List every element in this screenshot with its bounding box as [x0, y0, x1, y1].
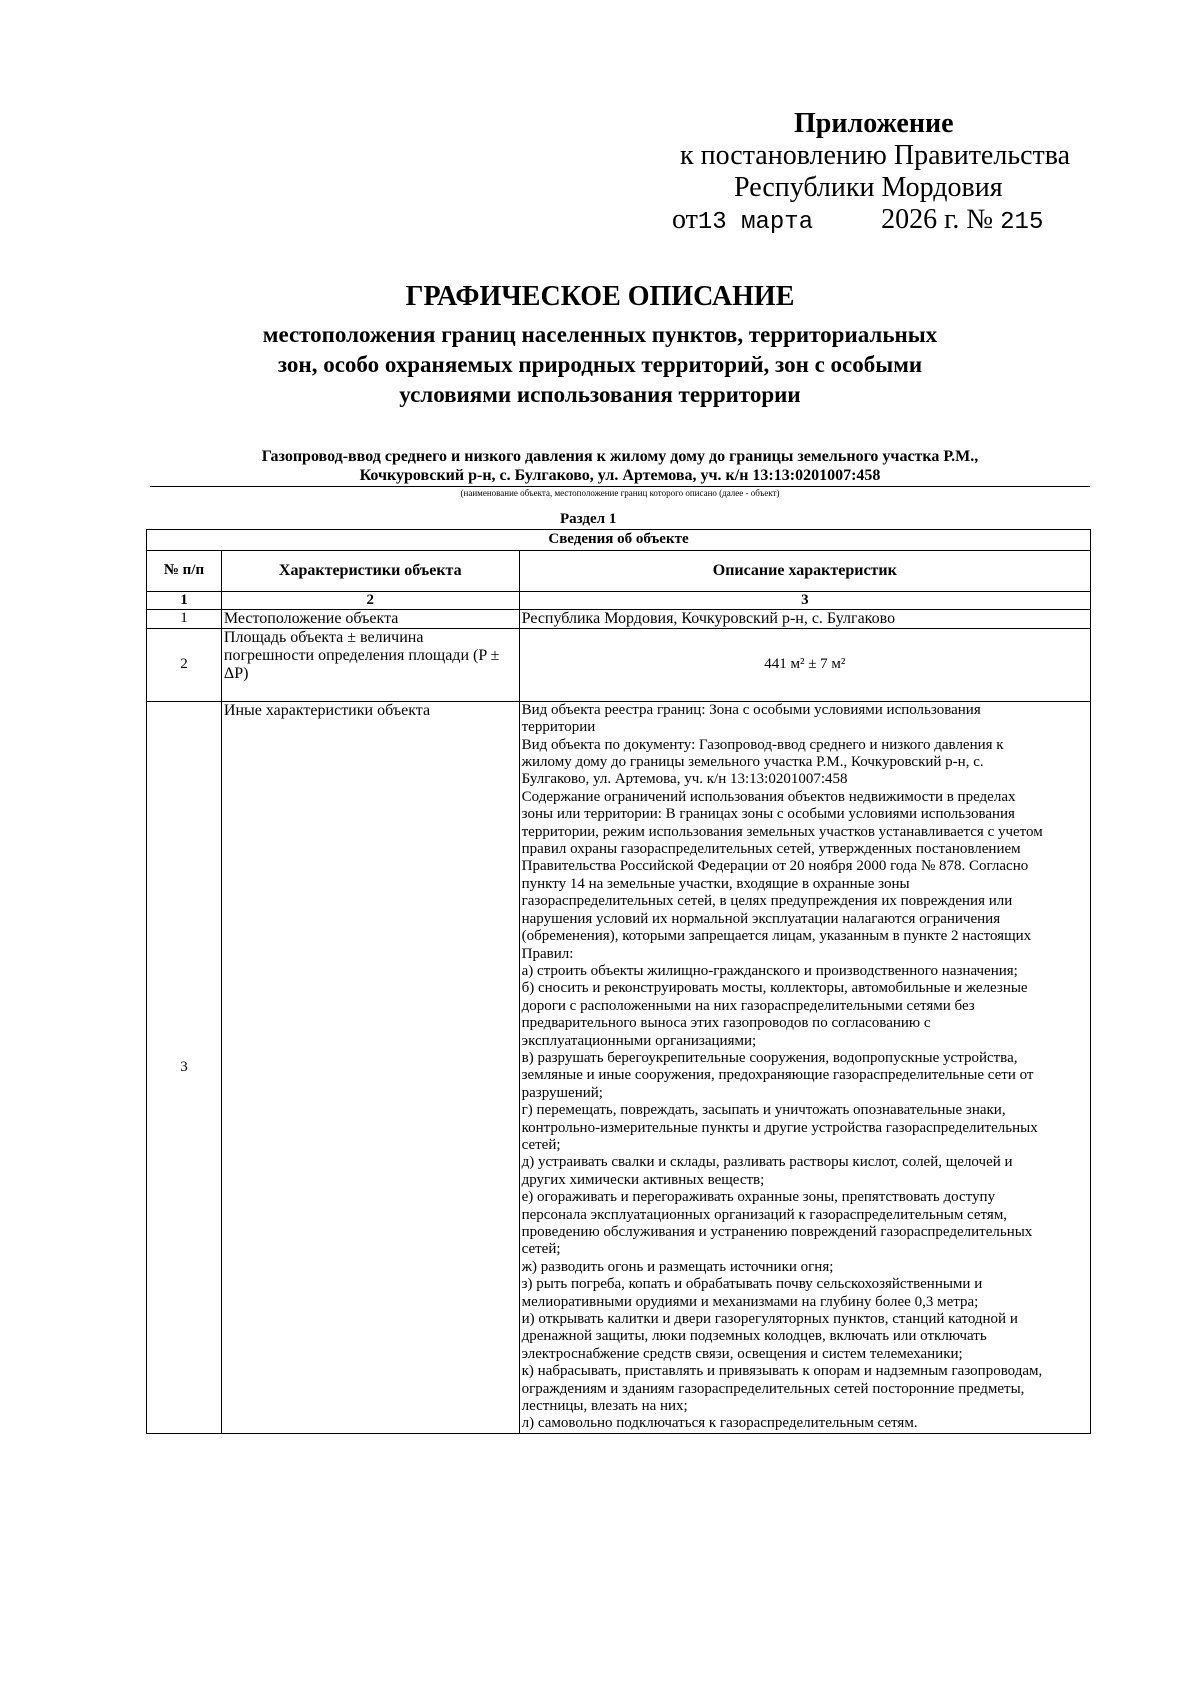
- header-number: № п/п: [147, 551, 222, 592]
- row-characteristic: Местоположение объекта: [221, 610, 519, 628]
- text-line: дороги с расположенными на них газораспределительными сетями без: [521, 997, 975, 1014]
- text-line: нарушения условий их нормальной эксплуатации налагаются ограничения: [521, 910, 1001, 927]
- column-number: 1: [147, 592, 222, 610]
- table-row: [147, 610, 1091, 628]
- row-characteristic: Иные характеристики объекта: [221, 701, 519, 1433]
- appendix-line-1: к постановлению Правительства: [680, 140, 1071, 171]
- text-line: персонала эксплуатационных организаций к газораспределительным сетям,: [521, 1206, 1008, 1223]
- text-line: предварительного выноса этих газопроводов по согласованию с: [521, 1015, 931, 1032]
- row-characteristic: Площадь объекта ± величина погрешности определения площади (P ± ΔP): [221, 628, 519, 701]
- text-line: Вид объекта реестра границ: Зона с особыми условиями использования: [521, 701, 981, 718]
- text-line: Булгаково, ул. Артемова, уч. к/н 13:13:0201007:458: [521, 771, 848, 788]
- text-line: сетей;: [521, 1136, 561, 1153]
- row-number: 3: [147, 701, 222, 1433]
- row-value: 441 м² ± 7 м²: [519, 628, 1090, 701]
- text-line: жилому дому до границы земельного участка Р.М., Кочкуровский р-н, с.: [521, 754, 984, 771]
- column-number: 2: [221, 592, 519, 610]
- object-caption: (наименование объекта, местоположение границ которого описано (далее - объект): [460, 488, 780, 498]
- text-line: Вид объекта по документу: Газопровод-ввод среднего и низкого давления к: [521, 736, 1004, 753]
- decree-number: 215: [1000, 209, 1044, 236]
- text-line: лестницы, влезать на них;: [521, 1398, 688, 1415]
- table-row: [147, 628, 1091, 701]
- document-title: ГРАФИЧЕСКОЕ ОПИСАНИЕ: [405, 281, 795, 312]
- column-number: 3: [519, 592, 1090, 610]
- text-line: г) перемещать, повреждать, засыпать и уничтожать опознавательные знаки,: [521, 1102, 1006, 1119]
- object-line-1: Газопровод-ввод среднего и низкого давления к жилому дому до границы земельного участка Р.М.,: [261, 448, 979, 465]
- appendix-title: Приложение: [794, 108, 954, 139]
- table-header-row: [147, 551, 1091, 592]
- subtitle-line-2: зон, особо охраняемых природных территорий, зон с особыми: [277, 352, 923, 377]
- approval-stamp: [672, 108, 1092, 239]
- text-line: территории, режим использования земельных участков устанавливается с учетом: [521, 823, 1043, 840]
- subtitle-line-1: местоположения границ населенных пунктов, территориальных: [262, 322, 938, 347]
- text-line: Содержание ограничений использования объектов недвижимости в пределах: [521, 788, 1016, 805]
- table-caption: Сведения об объекте: [147, 530, 1091, 551]
- row-value: Республика Мордовия, Кочкуровский р-н, с. Булгаково: [519, 610, 1090, 628]
- text-line: сетей;: [521, 1241, 561, 1258]
- table-caption-row: [147, 530, 1091, 551]
- object-name-block: [150, 447, 1090, 499]
- text-line: эксплуатационными организациями;: [521, 1032, 757, 1049]
- text-line: л) самовольно подключаться к газораспределительным сетям.: [521, 1415, 918, 1432]
- year-number-label: 2026 г. №: [881, 204, 994, 235]
- text-line: зоны или территории: В границах зоны с особыми условиями использования: [521, 806, 1015, 823]
- row-value-lines: [519, 701, 1090, 1433]
- text-line: земляные и иные сооружения, предохраняющие газораспределительные сети от: [521, 1067, 1034, 1084]
- text-line: электроснабжение средств связи, освещения и систем телемеханики;: [521, 1345, 963, 1362]
- subtitle-line-3: условиями использования территории: [399, 382, 801, 407]
- text-line: газораспределительных сетей, в целях предупреждения их повреждения или: [521, 893, 1013, 910]
- text-line: в) разрушать берегоукрепительные сооружения, водопропускные устройства,: [521, 1049, 1018, 1066]
- text-line: е) огораживать и перегораживать охранные зоны, препятствовать доступу: [521, 1189, 996, 1206]
- date-prefix: от: [672, 204, 698, 235]
- text-line: дренажной защиты, люки подземных колодцев, включать или отключать: [521, 1328, 987, 1345]
- document-title-block: [120, 280, 1080, 410]
- text-line: территории: [521, 719, 596, 736]
- text-line: проведению обслуживания и устранению повреждений газораспределительных: [521, 1224, 1033, 1240]
- text-line: пункту 14 на земельные участки, входящие в охранные зоны: [521, 875, 910, 892]
- row-number: 1: [147, 610, 222, 628]
- text-line: и) открывать калитки и двери газорегуляторных пунктов, станций катодной и: [521, 1311, 1018, 1328]
- text-line: разрушений;: [521, 1084, 603, 1101]
- header-description: Описание характеристик: [519, 551, 1090, 592]
- appendix-line-2: Республики Мордовия: [734, 172, 1003, 203]
- text-line: д) устраивать свалки и склады, разливать растворы кислот, солей, щелочей и: [521, 1154, 1013, 1171]
- table-row: [147, 701, 1091, 1433]
- column-number-row: [147, 592, 1091, 610]
- appendix-date-line: [672, 204, 1092, 239]
- text-line: а) строить объекты жилищно-гражданского и производственного назначения;: [521, 962, 1018, 979]
- text-line: правил охраны газораспределительных сетей, утвержденных постановлением: [521, 841, 1021, 858]
- row-number: 2: [147, 628, 222, 701]
- section-label: Раздел 1: [560, 511, 617, 527]
- header-characteristics: Характеристики объекта: [221, 551, 519, 592]
- text-line: з) рыть погреба, копать и обрабатывать почву сельскохозяйственными и: [521, 1276, 983, 1293]
- text-line: б) сносить и реконструировать мосты, коллекторы, автомобильные и железные: [521, 980, 1028, 997]
- text-line: Правительства Российской Федерации от 20 ноября 2000 года № 878. Согласно: [521, 858, 1029, 875]
- text-line: других химически активных веществ;: [521, 1171, 765, 1188]
- text-line: ограждениям и зданиям газораспределительных сетей посторонние предметы,: [521, 1380, 1025, 1397]
- text-line: мелиоративными орудиями и механизмами на глубину более 0,3 метра;: [521, 1293, 979, 1310]
- text-line: ж) разводить огонь и размещать источники огня;: [521, 1258, 834, 1275]
- text-line: контрольно-измерительные пункты и другие устройства газораспределительных: [521, 1119, 1038, 1136]
- object-info-table: [146, 529, 1091, 1434]
- date-value: 13 марта: [697, 209, 814, 236]
- text-line: (обременения), которыми запрещается лицам, указанным в пункте 2 настоящих: [521, 928, 1032, 945]
- text-line: к) набрасывать, приставлять и привязывать к опорам и надземным газопроводам,: [521, 1363, 1043, 1380]
- object-line-2: Кочкуровский р-н, с. Булгаково, ул. Артемова, уч. к/н 13:13:0201007:458: [150, 466, 1090, 487]
- text-line: Правил:: [521, 945, 574, 962]
